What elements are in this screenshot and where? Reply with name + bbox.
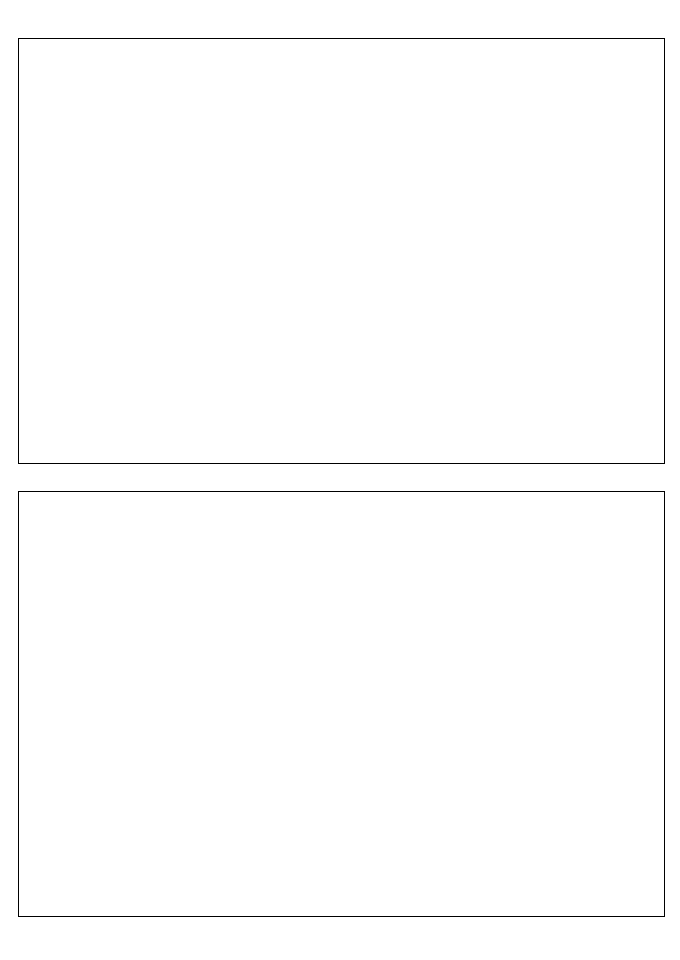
map-850hpa-canvas: [19, 492, 664, 916]
analysis-700hpa-map: [18, 38, 665, 464]
analysis-850hpa-map: [18, 491, 665, 917]
map-700hpa-canvas: [19, 39, 664, 463]
